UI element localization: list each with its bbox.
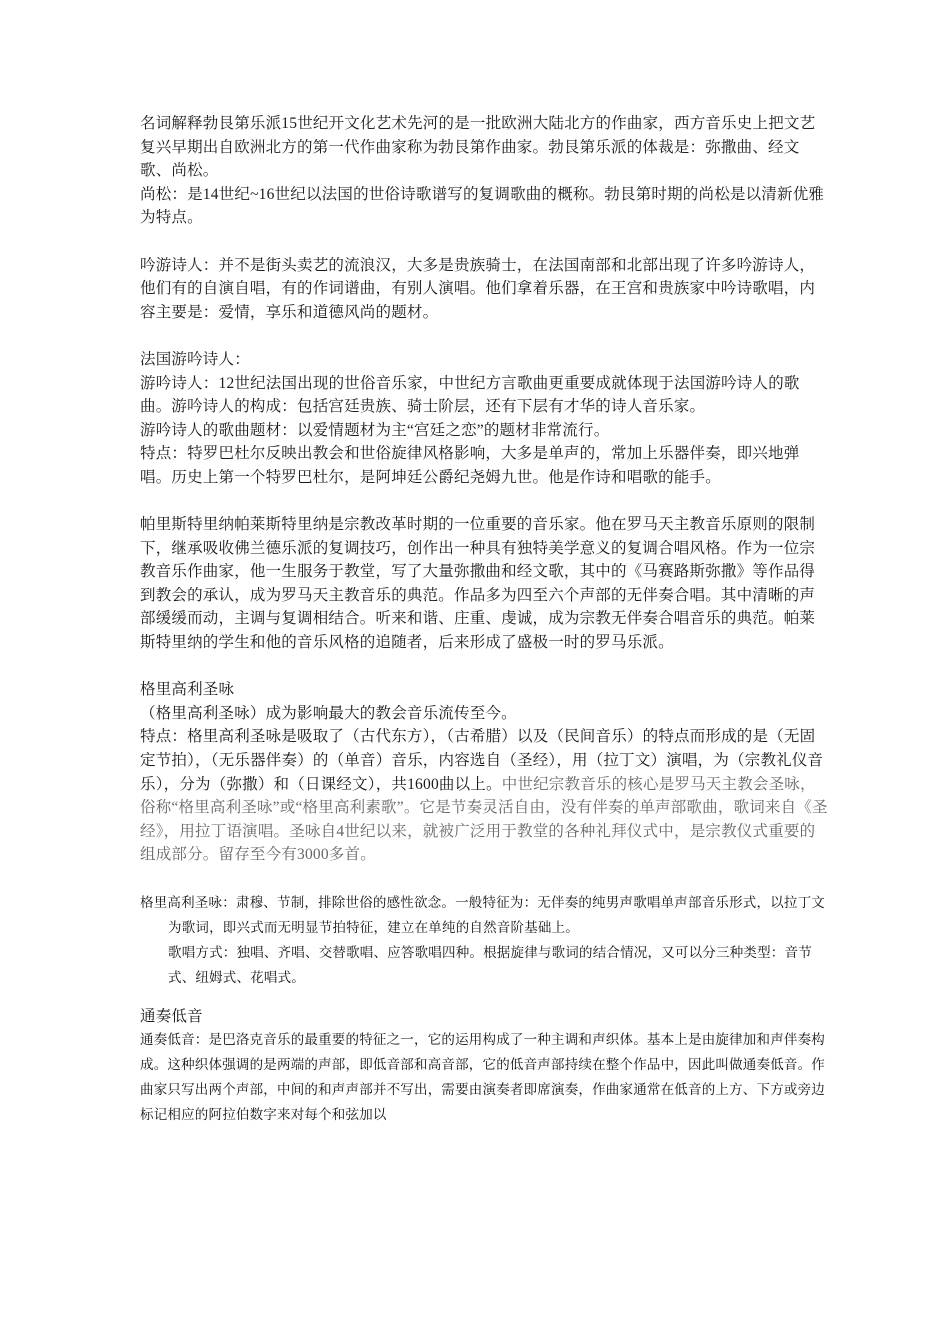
section-troubadours (140, 348, 830, 490)
paragraph-chanson: 尚松：是14世纪~16世纪以法国的世俗诗歌谱写的复调歌曲的概称。勃艮第时期的尚松是以清新优雅为特点。 (140, 185, 825, 227)
section-minstrels (140, 254, 830, 325)
section-burgundian (140, 112, 830, 230)
paragraph-burgundian-school: 名词解释勃艮第乐派15世纪开文化艺术先河的是一批欧洲大陆北方的作曲家，西方音乐史上把文艺复兴早期出自欧洲北方的第一代作曲家称为勃艮第作曲家。勃艮第乐派的体裁是：弥撒曲、经文歌、尚松。 (140, 115, 816, 180)
heading-gregorian-chant: 格里高利圣咏 (140, 681, 235, 699)
paragraph-palestrina: 帕里斯特里纳帕莱斯特里纳是宗教改革时期的一位重要的音乐家。他在罗马天主教音乐原则的限制下，继承吸收佛兰德乐派的复调技巧，创作出一种具有独特美学意义的复调合唱风格。作为一位宗教音乐作曲家，他一生服务于教堂，写了大量弥撒曲和经文歌，其中的《马赛路斯弥撒》等作品得到教会的承认，成为罗马天主教音乐的典范。作品多为四至六个声部的无伴奏合唱。其中清晰的声部缓缓而动，主调与复调相结合。听来和谐、庄重、虔诚，成为宗教无伴奏合唱音乐的典范。帕莱斯特里纳的学生和他的音乐风格的追随者，后来形成了盛极一时的罗马乐派。 (140, 516, 816, 652)
gregorian-core-text: 中世纪宗教音乐的核心是罗马天主教会圣咏，俗称“格里高利圣咏”或“格里高利素歌”。它是节奏灵活自由，没有伴奏的单声部歌曲，歌词来自《圣经》，用拉丁语演唱。圣咏自4世纪以来，就被广泛用于教堂的各种礼拜仪式中，是宗教仪式重要的组成部分。留存至今有3000多首。 (140, 775, 828, 864)
section-gregorian (140, 678, 830, 867)
gregorian-features-text: 特点：格里高利圣咏是吸取了（古代东方），（古希腊）以及（民间音乐）的特点而形成的是（无固定节拍），（无乐器伴奏）的（单音）音乐，内容选自（圣经），用（拉丁文）演唱，为（宗教礼仪音乐），分为（弥撒）和（日课经文），共1600曲以上。 (140, 728, 824, 793)
paragraph-gregorian-influence: （格里高利圣咏）成为影响最大的教会音乐流传至今。 (140, 704, 517, 722)
blank-line (140, 655, 830, 679)
paragraph-singing-methods: 歌唱方式：独唱、齐唱、交替歌唱、应答歌唱四种。根据旋律与歌词的结合情况，又可以分三种类型：音节式、纽姆式、花唱式。 (168, 944, 812, 986)
blank-line (140, 991, 830, 1005)
paragraph-troubadour-definition: 游吟诗人：12世纪法国出现的世俗音乐家，中世纪方言歌曲更重要成就体现于法国游吟诗人的歌曲。游吟诗人的构成：包括宫廷贵族、骑士阶层，还有下层有才华的诗人音乐家。 (140, 374, 800, 416)
heading-troubadours: 法国游吟诗人： (140, 350, 250, 368)
document-body (140, 112, 830, 1128)
paragraph-minstrels: 吟游诗人：并不是街头卖艺的流浪汉，大多是贵族骑士，在法国南部和北部出现了许多吟游诗人，他们有的自演自唱，有的作词谱曲，有别人演唱。他们拿着乐器，在王宫和贵族家中吟诗歌唱，内容主要是：爱情，享乐和道德风尚的题材。 (140, 256, 816, 321)
section-gregorian-characteristics (140, 891, 830, 991)
blank-line (140, 230, 830, 254)
blank-line (140, 490, 830, 514)
paragraph-troubadour-features: 特点：特罗巴杜尔反映出教会和世俗旋律风格影响，大多是单声的，常加上乐器伴奏，即兴地弹唱。历史上第一个特罗巴杜尔，是阿坤廷公爵纪尧姆九世。他是作诗和唱歌的能手。 (140, 445, 800, 486)
paragraph-gregorian-features (140, 725, 830, 867)
heading-basso-continuo: 通奏低音 (140, 1007, 203, 1025)
section-basso-continuo-heading (140, 1005, 830, 1029)
paragraph-troubadour-themes: 游吟诗人的歌曲题材：以爱情题材为主“宫廷之恋”的题材非常流行。 (140, 421, 610, 439)
blank-line (140, 324, 830, 348)
blank-line (140, 867, 830, 891)
section-palestrina (140, 513, 830, 655)
section-basso-continuo (140, 1028, 830, 1128)
paragraph-gregorian-characteristics: 格里高利圣咏：肃穆、节制，排除世俗的感性欲念。一般特征为：无伴奏的纯男声歌唱单声部音乐形式，以拉丁文为歌词，即兴式而无明显节拍特征，建立在单纯的自然音阶基础上。 (140, 894, 825, 936)
paragraph-basso-continuo: 通奏低音：是巴洛克音乐的最重要的特征之一，它的运用构成了一种主调和声织体。基本上是由旋律加和声伴奏构成。这种织体强调的是两端的声部，即低音部和高音部，它的低音声部持续在整个作品中，因此叫做通奏低音。作曲家只写出两个声部，中间的和声声部并不写出，需要由演奏者即席演奏，作曲家通常在低音的上方、下方或旁边标记相应的阿拉伯数字来对每个和弦加以 (140, 1032, 825, 1124)
